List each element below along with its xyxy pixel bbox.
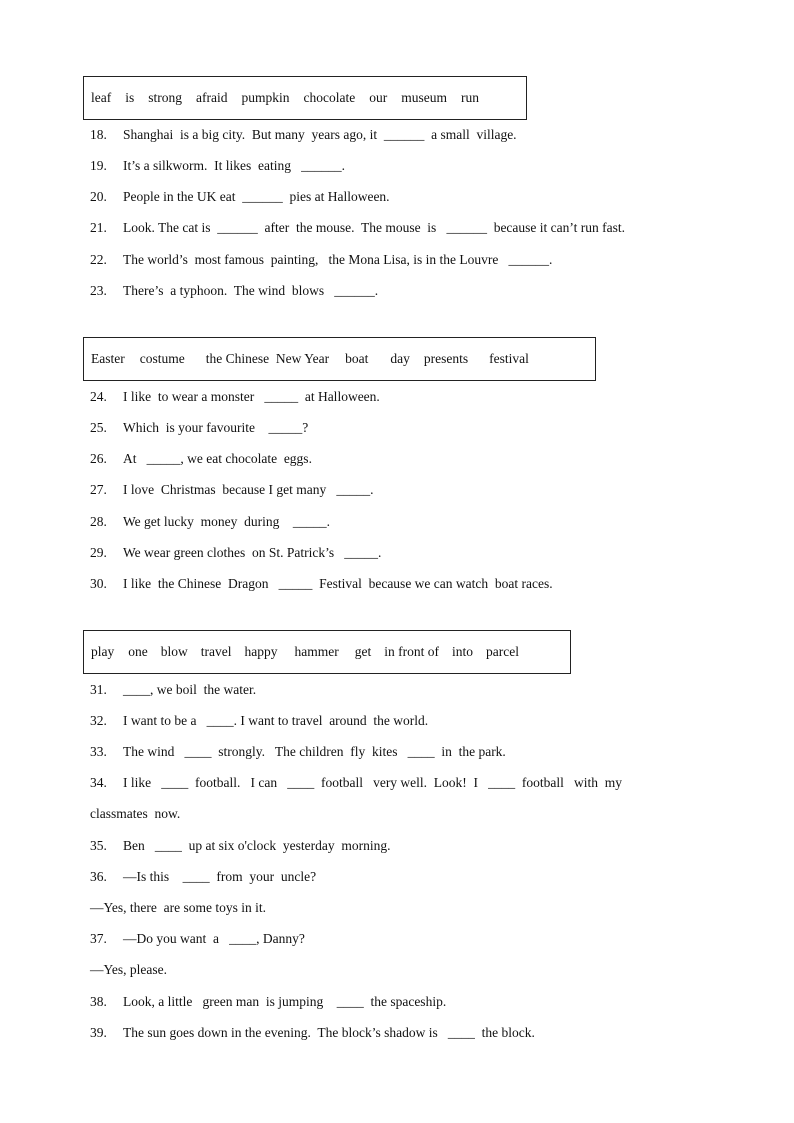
word-box-item: pumpkin xyxy=(241,90,290,105)
question-number: 25. xyxy=(90,420,107,435)
word-box-item: the Chinese New Year xyxy=(205,351,330,366)
word-box-item: chocolate xyxy=(303,90,356,105)
question-text: classmates now. xyxy=(90,806,181,821)
question-number: 20. xyxy=(90,189,107,204)
word-box-item: boat xyxy=(345,351,369,366)
question-34-continued xyxy=(90,805,180,823)
question-text: I like to wear a monster _____ at Halloween. xyxy=(123,389,380,404)
question-25 xyxy=(90,419,308,437)
question-36-answer xyxy=(90,899,266,917)
question-text: We wear green clothes on St. Patrick’s _____. xyxy=(123,545,382,560)
word-box-item: one xyxy=(128,644,148,659)
question-36 xyxy=(90,868,316,886)
question-number: 28. xyxy=(90,514,107,529)
question-text: ____, we boil the water. xyxy=(123,682,257,697)
question-number: 30. xyxy=(90,576,107,591)
question-number: 38. xyxy=(90,994,107,1009)
question-22 xyxy=(90,251,552,269)
word-box-2 xyxy=(83,337,596,381)
question-39 xyxy=(90,1024,535,1042)
word-box-1 xyxy=(83,76,527,120)
question-text: —Yes, please. xyxy=(90,962,167,977)
word-box-item: parcel xyxy=(485,644,519,659)
question-26 xyxy=(90,450,312,468)
word-box-item: museum xyxy=(401,90,447,105)
word-box-item: into xyxy=(451,644,473,659)
question-24 xyxy=(90,388,380,406)
word-box-item: afraid xyxy=(196,90,228,105)
question-30 xyxy=(90,575,553,593)
word-box-item: run xyxy=(460,90,479,105)
question-text: At _____, we eat chocolate eggs. xyxy=(123,451,312,466)
word-box-item: travel xyxy=(200,644,232,659)
question-37 xyxy=(90,930,305,948)
word-box-item: happy xyxy=(244,644,278,659)
question-number: 39. xyxy=(90,1025,107,1040)
question-text: —Is this ____ from your uncle? xyxy=(123,869,317,884)
question-number: 22. xyxy=(90,252,107,267)
question-text: The sun goes down in the evening. The block’s shadow is ____ the block. xyxy=(123,1025,535,1040)
question-number: 36. xyxy=(90,869,107,884)
word-box-item: get xyxy=(354,644,372,659)
question-text: I love Christmas because I get many _____. xyxy=(123,482,374,497)
question-number: 34. xyxy=(90,775,107,790)
question-text: Look. The cat is ______ after the mouse. The mouse is ______ because it can’t run fast. xyxy=(123,220,626,235)
question-18 xyxy=(90,126,517,144)
question-number: 18. xyxy=(90,127,107,142)
word-box-item: leaf xyxy=(91,90,112,105)
word-box-item: in front of xyxy=(384,644,439,659)
question-text: I like ____ football. I can ____ football very well. Look! I ____ football with my xyxy=(123,775,623,790)
question-33 xyxy=(90,743,506,761)
question-number: 19. xyxy=(90,158,107,173)
word-box-item: our xyxy=(369,90,388,105)
question-28 xyxy=(90,513,330,531)
question-number: 21. xyxy=(90,220,107,235)
question-text: Look, a little green man is jumping ____ the spaceship. xyxy=(123,994,447,1009)
question-number: 35. xyxy=(90,838,107,853)
word-box-item: blow xyxy=(160,644,188,659)
question-29 xyxy=(90,544,381,562)
question-text: Shanghai is a big city. But many years ago, it ______ a small village. xyxy=(123,127,517,142)
question-number: 24. xyxy=(90,389,107,404)
question-38 xyxy=(90,993,446,1011)
word-box-3 xyxy=(83,630,571,674)
question-19 xyxy=(90,157,345,175)
question-text: It’s a silkworm. It likes eating ______. xyxy=(123,158,345,173)
question-35 xyxy=(90,837,391,855)
question-text: People in the UK eat ______ pies at Halloween. xyxy=(123,189,390,204)
word-box-item: day xyxy=(390,351,410,366)
question-32 xyxy=(90,712,428,730)
question-text: I like the Chinese Dragon _____ Festival because we can watch boat races. xyxy=(123,576,553,591)
question-text: The wind ____ strongly. The children fly kites ____ in the park. xyxy=(123,744,506,759)
question-text: There’s a typhoon. The wind blows ______. xyxy=(123,283,379,298)
word-box-item: hammer xyxy=(294,644,339,659)
word-box-item: is xyxy=(125,90,135,105)
question-20 xyxy=(90,188,390,206)
question-21 xyxy=(90,219,625,237)
question-31 xyxy=(90,681,256,699)
question-27 xyxy=(90,481,373,499)
question-34 xyxy=(90,774,622,792)
question-text: I want to be a ____. I want to travel around the world. xyxy=(123,713,429,728)
word-box-item: presents xyxy=(423,351,469,366)
question-number: 26. xyxy=(90,451,107,466)
question-text: We get lucky money during _____. xyxy=(123,514,331,529)
question-number: 29. xyxy=(90,545,107,560)
question-number: 23. xyxy=(90,283,107,298)
word-box-item: festival xyxy=(489,351,529,366)
question-number: 32. xyxy=(90,713,107,728)
word-box-item: strong xyxy=(148,90,182,105)
question-number: 31. xyxy=(90,682,107,697)
word-box-item: play xyxy=(91,644,115,659)
word-box-item: Easter xyxy=(91,351,125,366)
question-text: The world’s most famous painting, the Mona Lisa, is in the Louvre ______. xyxy=(123,252,553,267)
question-number: 37. xyxy=(90,931,107,946)
question-text: Which is your favourite _____? xyxy=(123,420,309,435)
question-text: Ben ____ up at six o'clock yesterday morning. xyxy=(123,838,391,853)
question-text: —Yes, there are some toys in it. xyxy=(90,900,266,915)
question-text: —Do you want a ____, Danny? xyxy=(123,931,305,946)
question-number: 27. xyxy=(90,482,107,497)
question-37-answer xyxy=(90,961,167,979)
question-23 xyxy=(90,282,378,300)
word-box-item: costume xyxy=(139,351,185,366)
question-number: 33. xyxy=(90,744,107,759)
